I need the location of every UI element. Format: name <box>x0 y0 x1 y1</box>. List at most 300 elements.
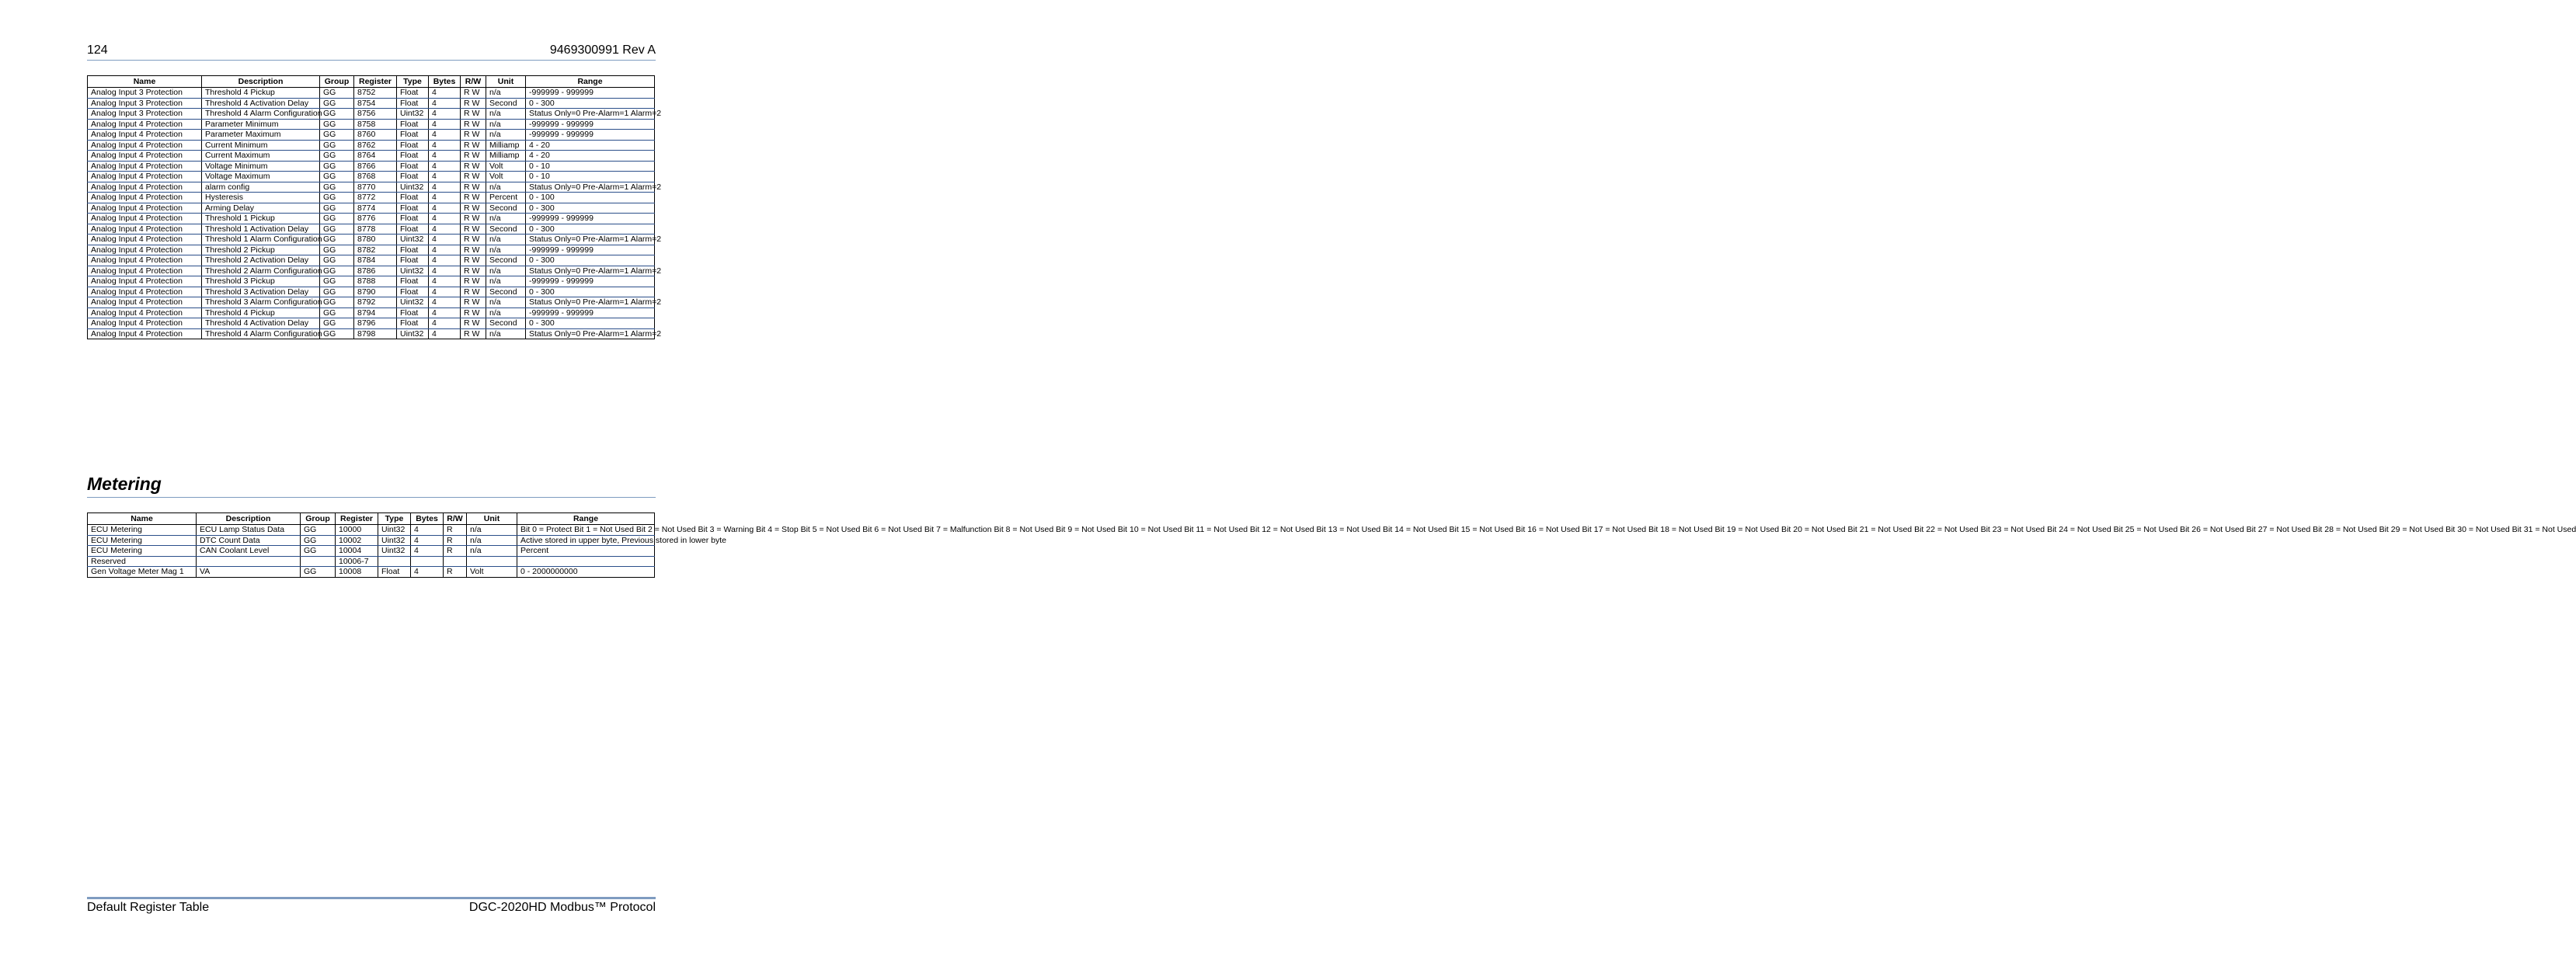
cell-type: Uint32 <box>378 525 411 536</box>
cell-bytes: 4 <box>429 151 461 162</box>
cell-range: -999999 - 999999 <box>526 214 655 224</box>
cell-register: 10008 <box>336 567 378 578</box>
cell-range: Status Only=0 Pre-Alarm=1 Alarm=2 <box>526 182 655 193</box>
cell-register: 10000 <box>336 525 378 536</box>
cell-group: GG <box>320 203 354 214</box>
cell-range: 0 - 300 <box>526 318 655 329</box>
cell-bytes: 4 <box>429 266 461 276</box>
cell-rw: R W <box>461 140 486 151</box>
cell-unit: n/a <box>467 525 517 536</box>
cell-unit: n/a <box>486 276 526 287</box>
cell-rw: R W <box>461 255 486 266</box>
cell-description: DTC Count Data <box>197 535 301 546</box>
cell-register: 8756 <box>354 109 397 120</box>
cell-unit: Milliamp <box>486 151 526 162</box>
cell-description: Threshold 3 Alarm Configuration <box>202 297 320 308</box>
column-header-unit: Unit <box>486 76 526 88</box>
cell-group: GG <box>320 88 354 99</box>
cell-group: GG <box>320 276 354 287</box>
cell-type: Float <box>397 214 429 224</box>
cell-unit: n/a <box>486 88 526 99</box>
cell-description: Current Minimum <box>202 140 320 151</box>
cell-description: Threshold 1 Activation Delay <box>202 224 320 235</box>
cell-type <box>378 556 411 567</box>
register-table-analog-input <box>87 75 662 339</box>
table-row <box>88 297 655 308</box>
cell-unit: Percent <box>486 193 526 203</box>
cell-description: Threshold 3 Pickup <box>202 276 320 287</box>
section-rule <box>87 497 656 498</box>
cell-register: 8770 <box>354 182 397 193</box>
cell-range: -999999 - 999999 <box>526 308 655 318</box>
cell-range: -999999 - 999999 <box>526 119 655 130</box>
table-row <box>88 546 655 557</box>
cell-range: 0 - 300 <box>526 255 655 266</box>
cell-type: Float <box>397 224 429 235</box>
cell-group: GG <box>301 546 336 557</box>
cell-rw: R <box>444 567 467 578</box>
cell-bytes: 4 <box>429 130 461 141</box>
cell-description: Threshold 2 Alarm Configuration <box>202 266 320 276</box>
cell-range: Status Only=0 Pre-Alarm=1 Alarm=2 <box>526 297 655 308</box>
cell-name: Analog Input 4 Protection <box>88 193 202 203</box>
cell-bytes: 4 <box>429 245 461 255</box>
cell-unit: n/a <box>486 109 526 120</box>
cell-type: Uint32 <box>397 328 429 339</box>
cell-name: Analog Input 4 Protection <box>88 182 202 193</box>
cell-range: 0 - 300 <box>526 98 655 109</box>
cell-rw: R W <box>461 193 486 203</box>
table-body <box>88 88 662 339</box>
cell-register: 8760 <box>354 130 397 141</box>
column-header-range: Range <box>526 76 655 88</box>
cell-rw: R W <box>461 182 486 193</box>
cell-group: GG <box>320 245 354 255</box>
cell-range: 0 - 2000000000 <box>517 567 655 578</box>
cell-bytes: 4 <box>429 193 461 203</box>
cell-range: 0 - 10 <box>526 172 655 182</box>
page-number: 124 <box>87 43 108 57</box>
cell-type: Float <box>397 151 429 162</box>
cell-group: GG <box>320 172 354 182</box>
cell-register: 8790 <box>354 287 397 297</box>
table-row <box>88 287 655 297</box>
column-header-bytes: Bytes <box>411 513 444 525</box>
cell-description: Hysteresis <box>202 193 320 203</box>
cell-unit: n/a <box>467 535 517 546</box>
cell-unit: n/a <box>486 130 526 141</box>
table-row <box>88 119 655 130</box>
cell-name: Reserved <box>88 556 197 567</box>
cell-rw: R W <box>461 151 486 162</box>
footer-document-title: DGC-2020HD Modbus™ Protocol <box>468 901 656 914</box>
cell-group: GG <box>320 224 354 235</box>
table-row <box>88 235 655 245</box>
cell-name: Analog Input 4 Protection <box>88 140 202 151</box>
table-row <box>88 172 655 182</box>
cell-register: 8764 <box>354 151 397 162</box>
cell-bytes: 4 <box>429 308 461 318</box>
cell-rw: R W <box>461 98 486 109</box>
cell-type: Float <box>397 130 429 141</box>
cell-type: Float <box>397 98 429 109</box>
cell-group: GG <box>320 119 354 130</box>
cell-description <box>197 556 301 567</box>
cell-name: Analog Input 4 Protection <box>88 235 202 245</box>
table-row <box>88 151 655 162</box>
cell-name: Analog Input 4 Protection <box>88 328 202 339</box>
cell-group: GG <box>320 308 354 318</box>
cell-range: Status Only=0 Pre-Alarm=1 Alarm=2 <box>526 328 655 339</box>
cell-name: Analog Input 3 Protection <box>88 88 202 99</box>
cell-bytes: 4 <box>429 140 461 151</box>
cell-range: -999999 - 999999 <box>526 130 655 141</box>
cell-type: Float <box>397 245 429 255</box>
table-row <box>88 245 655 255</box>
section-title: Metering <box>87 474 162 494</box>
table-row <box>88 525 655 536</box>
table-row <box>88 193 655 203</box>
cell-description: alarm config <box>202 182 320 193</box>
cell-bytes: 4 <box>429 276 461 287</box>
cell-unit: Second <box>486 203 526 214</box>
cell-type: Float <box>378 567 411 578</box>
table-row <box>88 308 655 318</box>
cell-group: GG <box>320 328 354 339</box>
cell-name: Analog Input 4 Protection <box>88 318 202 329</box>
cell-name: Gen Voltage Meter Mag 1 <box>88 567 197 578</box>
table-row <box>88 130 655 141</box>
cell-bytes: 4 <box>429 255 461 266</box>
table-row <box>88 318 655 329</box>
table-row <box>88 224 655 235</box>
cell-name: Analog Input 4 Protection <box>88 266 202 276</box>
cell-unit: n/a <box>486 245 526 255</box>
column-header-rw: R/W <box>444 513 467 525</box>
cell-unit: n/a <box>486 266 526 276</box>
cell-description: Threshold 2 Activation Delay <box>202 255 320 266</box>
cell-description: Parameter Maximum <box>202 130 320 141</box>
cell-group: GG <box>320 151 354 162</box>
cell-name: Analog Input 4 Protection <box>88 119 202 130</box>
cell-group: GG <box>320 98 354 109</box>
cell-bytes: 4 <box>411 546 444 557</box>
cell-group: GG <box>301 535 336 546</box>
cell-rw: R <box>444 525 467 536</box>
cell-group: GG <box>320 318 354 329</box>
cell-type: Float <box>397 88 429 99</box>
cell-register: 8780 <box>354 235 397 245</box>
cell-description: Arming Delay <box>202 203 320 214</box>
cell-description: Voltage Minimum <box>202 161 320 172</box>
table-row <box>88 140 655 151</box>
column-header-type: Type <box>378 513 411 525</box>
cell-type: Float <box>397 255 429 266</box>
cell-type: Uint32 <box>397 109 429 120</box>
cell-unit: n/a <box>486 235 526 245</box>
column-header-bytes: Bytes <box>429 76 461 88</box>
cell-type: Float <box>397 203 429 214</box>
cell-bytes: 4 <box>429 203 461 214</box>
cell-register: 8786 <box>354 266 397 276</box>
cell-description: Threshold 4 Alarm Configuration <box>202 328 320 339</box>
cell-type: Float <box>397 318 429 329</box>
cell-register: 8774 <box>354 203 397 214</box>
table-row <box>88 98 655 109</box>
cell-description: Threshold 4 Activation Delay <box>202 98 320 109</box>
cell-group: GG <box>320 214 354 224</box>
cell-range: Status Only=0 Pre-Alarm=1 Alarm=2 <box>526 266 655 276</box>
table-row <box>88 161 655 172</box>
cell-unit: Second <box>486 224 526 235</box>
cell-unit: n/a <box>467 546 517 557</box>
table-row <box>88 328 655 339</box>
cell-type: Uint32 <box>397 235 429 245</box>
cell-name: Analog Input 4 Protection <box>88 308 202 318</box>
cell-range: -999999 - 999999 <box>526 276 655 287</box>
cell-description: Parameter Minimum <box>202 119 320 130</box>
cell-rw: R W <box>461 130 486 141</box>
cell-register: 8766 <box>354 161 397 172</box>
column-header-description: Description <box>202 76 320 88</box>
cell-description: Threshold 3 Activation Delay <box>202 287 320 297</box>
cell-rw: R W <box>461 318 486 329</box>
cell-bytes: 4 <box>429 297 461 308</box>
cell-description: VA <box>197 567 301 578</box>
cell-type: Float <box>397 140 429 151</box>
cell-unit: Volt <box>486 172 526 182</box>
cell-group: GG <box>320 161 354 172</box>
cell-description: Threshold 1 Pickup <box>202 214 320 224</box>
cell-group: GG <box>320 130 354 141</box>
cell-bytes: 4 <box>429 98 461 109</box>
cell-unit: n/a <box>486 328 526 339</box>
column-header-register: Register <box>336 513 378 525</box>
cell-name: Analog Input 4 Protection <box>88 224 202 235</box>
cell-name: Analog Input 4 Protection <box>88 255 202 266</box>
column-header-type: Type <box>397 76 429 88</box>
cell-register: 10002 <box>336 535 378 546</box>
table-row <box>88 88 655 99</box>
cell-unit <box>467 556 517 567</box>
cell-bytes: 4 <box>429 318 461 329</box>
cell-group: GG <box>320 297 354 308</box>
cell-unit: n/a <box>486 182 526 193</box>
footer-section-name: Default Register Table <box>87 901 210 914</box>
table-row <box>88 182 655 193</box>
cell-name: Analog Input 4 Protection <box>88 287 202 297</box>
cell-type: Float <box>397 172 429 182</box>
cell-group <box>301 556 336 567</box>
cell-type: Uint32 <box>397 297 429 308</box>
cell-register: 8788 <box>354 276 397 287</box>
cell-name: ECU Metering <box>88 535 197 546</box>
cell-type: Float <box>397 119 429 130</box>
cell-register: 8796 <box>354 318 397 329</box>
cell-unit: Second <box>486 255 526 266</box>
cell-register: 8798 <box>354 328 397 339</box>
cell-bytes: 4 <box>429 161 461 172</box>
cell-rw: R W <box>461 287 486 297</box>
cell-bytes: 4 <box>429 88 461 99</box>
column-header-description: Description <box>197 513 301 525</box>
cell-rw: R W <box>461 308 486 318</box>
cell-rw: R W <box>461 245 486 255</box>
cell-name: Analog Input 4 Protection <box>88 245 202 255</box>
cell-bytes: 4 <box>429 235 461 245</box>
cell-group: GG <box>301 525 336 536</box>
cell-unit: n/a <box>486 297 526 308</box>
cell-type: Float <box>397 287 429 297</box>
cell-description: CAN Coolant Level <box>197 546 301 557</box>
cell-rw: R <box>444 535 467 546</box>
cell-bytes <box>411 556 444 567</box>
table-row <box>88 214 655 224</box>
cell-name: Analog Input 4 Protection <box>88 214 202 224</box>
cell-bytes: 4 <box>429 172 461 182</box>
cell-type: Uint32 <box>397 182 429 193</box>
cell-register: 8792 <box>354 297 397 308</box>
cell-bytes: 4 <box>429 224 461 235</box>
cell-unit: Volt <box>467 567 517 578</box>
cell-rw <box>444 556 467 567</box>
page-header <box>87 43 656 59</box>
cell-type: Float <box>397 276 429 287</box>
cell-bytes: 4 <box>429 119 461 130</box>
cell-range: Status Only=0 Pre-Alarm=1 Alarm=2 <box>526 235 655 245</box>
cell-range: Status Only=0 Pre-Alarm=1 Alarm=2 <box>526 109 655 120</box>
cell-group: GG <box>320 235 354 245</box>
cell-register: 10006-7 <box>336 556 378 567</box>
table-row <box>88 535 655 546</box>
cell-rw: R W <box>461 224 486 235</box>
column-header-name: Name <box>88 513 197 525</box>
cell-unit: Second <box>486 287 526 297</box>
cell-rw: R W <box>461 88 486 99</box>
cell-description: Current Maximum <box>202 151 320 162</box>
cell-register: 8752 <box>354 88 397 99</box>
column-header-rw: R/W <box>461 76 486 88</box>
table-row <box>88 556 655 567</box>
cell-description: Threshold 1 Alarm Configuration <box>202 235 320 245</box>
cell-rw: R W <box>461 328 486 339</box>
cell-unit: Second <box>486 318 526 329</box>
cell-type: Uint32 <box>397 266 429 276</box>
cell-unit: n/a <box>486 214 526 224</box>
cell-bytes: 4 <box>429 328 461 339</box>
cell-unit: Volt <box>486 161 526 172</box>
cell-type: Float <box>397 193 429 203</box>
table-header-row <box>88 513 655 525</box>
table-row <box>88 255 655 266</box>
cell-description: ECU Lamp Status Data <box>197 525 301 536</box>
table-row <box>88 109 655 120</box>
cell-range: 0 - 10 <box>526 161 655 172</box>
cell-bytes: 4 <box>411 567 444 578</box>
cell-unit: Milliamp <box>486 140 526 151</box>
cell-rw: R W <box>461 214 486 224</box>
cell-group: GG <box>320 193 354 203</box>
cell-bytes: 4 <box>411 535 444 546</box>
cell-bytes: 4 <box>429 287 461 297</box>
cell-group: GG <box>320 287 354 297</box>
cell-range: -999999 - 999999 <box>526 88 655 99</box>
cell-register: 8758 <box>354 119 397 130</box>
cell-register: 8778 <box>354 224 397 235</box>
cell-description: Threshold 4 Alarm Configuration <box>202 109 320 120</box>
cell-register: 8754 <box>354 98 397 109</box>
column-header-group: Group <box>301 513 336 525</box>
cell-group: GG <box>320 109 354 120</box>
page-footer <box>87 901 656 916</box>
table-header-row <box>88 76 655 88</box>
cell-register: 8762 <box>354 140 397 151</box>
cell-register: 8794 <box>354 308 397 318</box>
cell-name: Analog Input 3 Protection <box>88 109 202 120</box>
column-header-name: Name <box>88 76 202 88</box>
footer-rule <box>87 897 656 899</box>
table-row <box>88 203 655 214</box>
cell-type: Float <box>397 308 429 318</box>
cell-register: 8782 <box>354 245 397 255</box>
cell-rw: R W <box>461 109 486 120</box>
cell-group: GG <box>320 255 354 266</box>
cell-description: Threshold 4 Activation Delay <box>202 318 320 329</box>
cell-group: GG <box>320 140 354 151</box>
table-row <box>88 567 655 578</box>
cell-register: 10004 <box>336 546 378 557</box>
table-body <box>88 525 2576 578</box>
cell-register: 8776 <box>354 214 397 224</box>
cell-range: Bit 0 = Protect Bit 1 = Not Used Bit 2 = Not Used Bit 3 = Warning Bit 4 = Stop Bit 5 = Not Used Bit 6 = Not Used Bit 7 = Malfunction Bit 8 = Not Used Bit 9 = Not Used Bit 10 = Not Used Bit 11 = Not Used Bit 12 = Not Used Bit 13 = Not Used Bit 14 = Not Used Bit 15 = Not Used Bit 16 = Not Used Bit 17 = Not Used Bit 18 = Not Used Bit 19 = Not Used Bit 20 = Not Used Bit 21 = Not Used Bit 22 = Not Used Bit 23 = Not Used Bit 24 = Not Used Bit 25 = Not Used Bit 26 = Not Used Bit 27 = Not Used Bit 28 = Not Used Bit 29 = Not Used Bit 30 = Not Used Bit 31 = Not Used <box>517 525 655 536</box>
cell-group: GG <box>301 567 336 578</box>
cell-rw: R W <box>461 119 486 130</box>
cell-name: Analog Input 4 Protection <box>88 151 202 162</box>
cell-range: 0 - 300 <box>526 203 655 214</box>
cell-name: Analog Input 4 Protection <box>88 130 202 141</box>
cell-rw: R W <box>461 172 486 182</box>
cell-rw: R W <box>461 161 486 172</box>
cell-range: 0 - 100 <box>526 193 655 203</box>
cell-range: Percent <box>517 546 655 557</box>
cell-type: Float <box>397 161 429 172</box>
register-table-metering <box>87 513 2576 578</box>
cell-rw: R W <box>461 235 486 245</box>
cell-range: 0 - 300 <box>526 287 655 297</box>
cell-rw: R W <box>461 266 486 276</box>
cell-unit: Second <box>486 98 526 109</box>
cell-unit: n/a <box>486 308 526 318</box>
cell-name: ECU Metering <box>88 525 197 536</box>
cell-rw: R <box>444 546 467 557</box>
cell-range: -999999 - 999999 <box>526 245 655 255</box>
column-header-group: Group <box>320 76 354 88</box>
cell-register: 8768 <box>354 172 397 182</box>
cell-range <box>517 556 655 567</box>
cell-bytes: 4 <box>411 525 444 536</box>
cell-name: Analog Input 3 Protection <box>88 98 202 109</box>
cell-unit: n/a <box>486 119 526 130</box>
header-rule <box>87 60 656 61</box>
cell-rw: R W <box>461 276 486 287</box>
document-id: 9469300991 Rev A <box>549 43 656 57</box>
cell-type: Uint32 <box>378 535 411 546</box>
table-row <box>88 276 655 287</box>
cell-range: 0 - 300 <box>526 224 655 235</box>
table-row <box>88 266 655 276</box>
column-header-register: Register <box>354 76 397 88</box>
cell-range: Active stored in upper byte, Previous stored in lower byte <box>517 535 655 546</box>
